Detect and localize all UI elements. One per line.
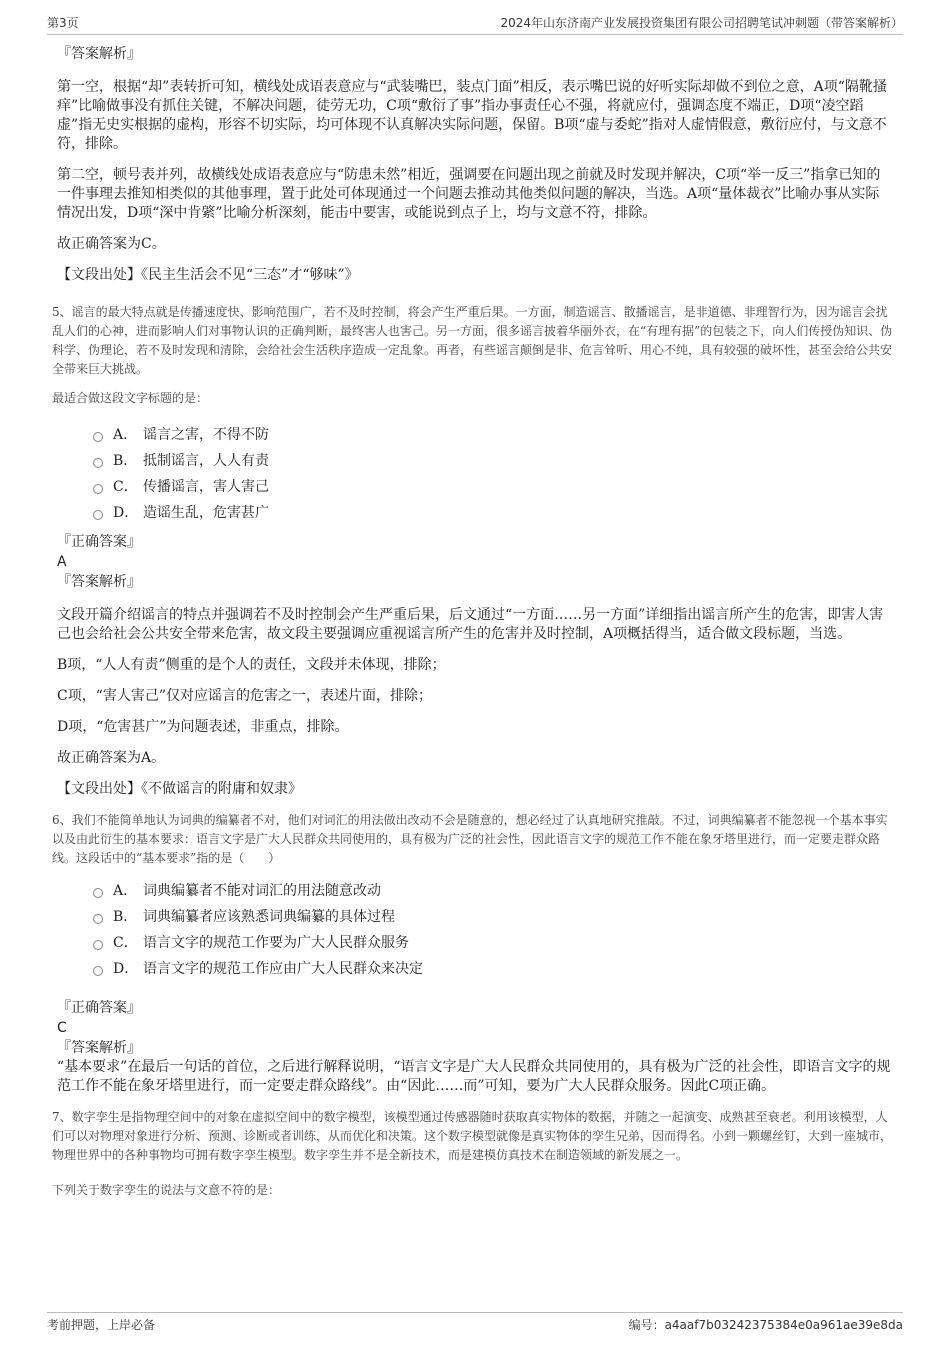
option-b[interactable]: B． 词典编纂者应该熟悉词典编纂的具体过程	[93, 904, 893, 930]
option-list	[93, 878, 893, 982]
option-a[interactable]: A． 谣言之害，不得不防	[93, 422, 893, 448]
option-a[interactable]: A． 词典编纂者不能对词汇的用法随意改动	[93, 878, 893, 904]
page-content	[52, 44, 893, 1210]
source-note: 【文段出处】《不做谣言的附庸和奴隶》	[57, 781, 302, 797]
footer-slogan: 考前押题，上岸必备	[47, 1318, 156, 1332]
radio-icon[interactable]	[93, 510, 103, 520]
answer-tag: 『正确答案』	[57, 534, 141, 550]
question-prompt: 最适合做这段文字标题的是：	[52, 391, 209, 405]
conclusion: 故正确答案为A。	[57, 750, 166, 766]
analysis-paragraph: 第一空，根据“却”表转折可知，横线处成语表意应与“武装嘴巴，装点门面”相反，表示嘴巴说的好听实际却做不到位之意，A项“隔靴搔痒”比喻做事没有抓住关键，不解决问题，徒劳无功，C项“敷衍了事”指办事责任心不强，将就应付，强调态度不端正，D项“凌空蹈虚”指无史实根据的虚构，形容不切实际，均可体现不认真解决实际问题，保留。B项“虚与委蛇”指对人虚情假意，敷衍应付，与文意不符，排除。	[57, 79, 887, 152]
radio-icon[interactable]	[93, 914, 103, 924]
analysis-paragraph: 文段开篇介绍谣言的特点并强调若不及时控制会产生严重后果，后文通过“一方面……另一方面”详细指出谣言所产生的危害，即害人害己也会给社会公共安全带来危害，故文段主要强调应重视谣言所产生的危害并及时控制，A项概括得当，适合做文段标题，当选。	[57, 607, 884, 642]
radio-icon[interactable]	[93, 484, 103, 494]
option-d[interactable]: D． 语言文字的规范工作应由广大人民群众来决定	[93, 956, 893, 982]
page-footer	[47, 1312, 903, 1341]
source-note: 【文段出处】《民主生活会不见“三态”才“够味”》	[57, 267, 359, 283]
analysis-paragraph: C项，“害人害己”仅对应谣言的危害之一，表述片面，排除；	[57, 688, 433, 704]
page-header	[47, 12, 903, 35]
analysis-paragraph: 第二空，顿号表并列，故横线处成语表意应与“防患未然”相近，强调要在问题出现之前就及时发现并解决，C项“举一反三”指拿已知的一件事理去推知相类似的其他事理，置于此处可体现通过一个问题去推动其他类似问题的解决，当选。A项“量体裁衣”比喻办事从实际情况出发，D项“深中肯綮”比喻分析深刻，能击中要害，或能说到点子上，均与文意不符，排除。	[57, 167, 881, 221]
conclusion: 故正确答案为C。	[57, 236, 166, 252]
answer-tag: 『正确答案』	[57, 1000, 141, 1016]
question-prompt: 下列关于数字孪生的说法与文意不符的是：	[52, 1183, 281, 1197]
question-stem: 6、我们不能简单地认为词典的编纂者不对，他们对词汇的用法做出改动不会是随意的，想必经过了认真地研究推敲。不过，词典编纂者不能忽视一个基本事实以及由此衍生的基本要求：语言文字是广大人民群众共同使用的，具有极为广泛的社会性，因此语言文字的规范工作不能在象牙塔里进行，而一定要走群众路线。这段话中的“基本要求”指的是（ ）	[52, 813, 888, 865]
option-b[interactable]: B． 抵制谣言，人人有责	[93, 448, 893, 474]
document-id: 编号：a4aaf7b03242375384e0a961ae39e8da	[628, 1318, 903, 1332]
analysis-paragraph: D项，“危害甚广”为问题表述，非重点，排除。	[57, 719, 349, 735]
analysis-tag: 『答案解析』	[57, 46, 141, 62]
option-c[interactable]: C． 传播谣言，害人害己	[93, 474, 893, 500]
correct-answer: A	[57, 554, 67, 570]
option-list	[93, 422, 893, 526]
option-c[interactable]: C． 语言文字的规范工作要为广大人民群众服务	[93, 930, 893, 956]
radio-icon[interactable]	[93, 432, 103, 442]
question-stem: 7、数字孪生是指物理空间中的对象在虚拟空间中的数字模型，该模型通过传感器随时获取真实物体的数据，并随之一起演变、成熟甚至衰老。利用该模型，人们可以对物理对象进行分析、预测、诊断或者训练，从而优化和决策。这个数字模型就像是真实物体的孪生兄弟，因而得名。小到一颗螺丝钉，大到一座城市，物理世界中的各种事物均可拥有数字孪生模型。数字孪生并不是全新技术，而是建模仿真技术在制造领域的新发展之一。	[52, 1110, 893, 1162]
radio-icon[interactable]	[93, 888, 103, 898]
document-title: 2024年山东济南产业发展投资集团有限公司招聘笔试冲刺题（带答案解析）	[500, 16, 903, 30]
option-d[interactable]: D． 造谣生乱，危害甚广	[93, 500, 893, 526]
question-stem: 5、谣言的最大特点就是传播速度快、影响范围广，若不及时控制，将会产生严重后果。一方面，制造谣言、散播谣言，是非道德、非理智行为，因为谣言会扰乱人们的心神，进而影响人们对事物认识的正确判断，最终害人也害己。另一方面，很多谣言披着华丽外衣，在“有理有据”的包装之下，向人们传授伪知识、伪科学、伪理论，若不及时发现和清除，会给社会生活秩序造成一定乱象。再者，有些谣言颠倒是非、危言耸听、用心不纯，具有较强的破坏性，甚至会给公共安全带来巨大挑战。	[52, 305, 893, 376]
analysis-tag: 『答案解析』	[57, 1040, 141, 1056]
analysis-paragraph: B项，“人人有责”侧重的是个人的责任，文段并未体现，排除；	[57, 657, 446, 673]
page-number: 第3页	[47, 16, 79, 30]
radio-icon[interactable]	[93, 940, 103, 950]
correct-answer: C	[57, 1020, 67, 1036]
analysis-paragraph: “基本要求”在最后一句话的首位，之后进行解释说明，“语言文字是广大人民群众共同使用的，具有极为广泛的社会性，即语言文字的规范工作不能在象牙塔里进行，而一定要走群众路线”。由“因此……而”可知，要为广大人民群众服务。因此C项正确。	[57, 1059, 891, 1094]
radio-icon[interactable]	[93, 458, 103, 468]
radio-icon[interactable]	[93, 966, 103, 976]
analysis-tag: 『答案解析』	[57, 574, 141, 590]
